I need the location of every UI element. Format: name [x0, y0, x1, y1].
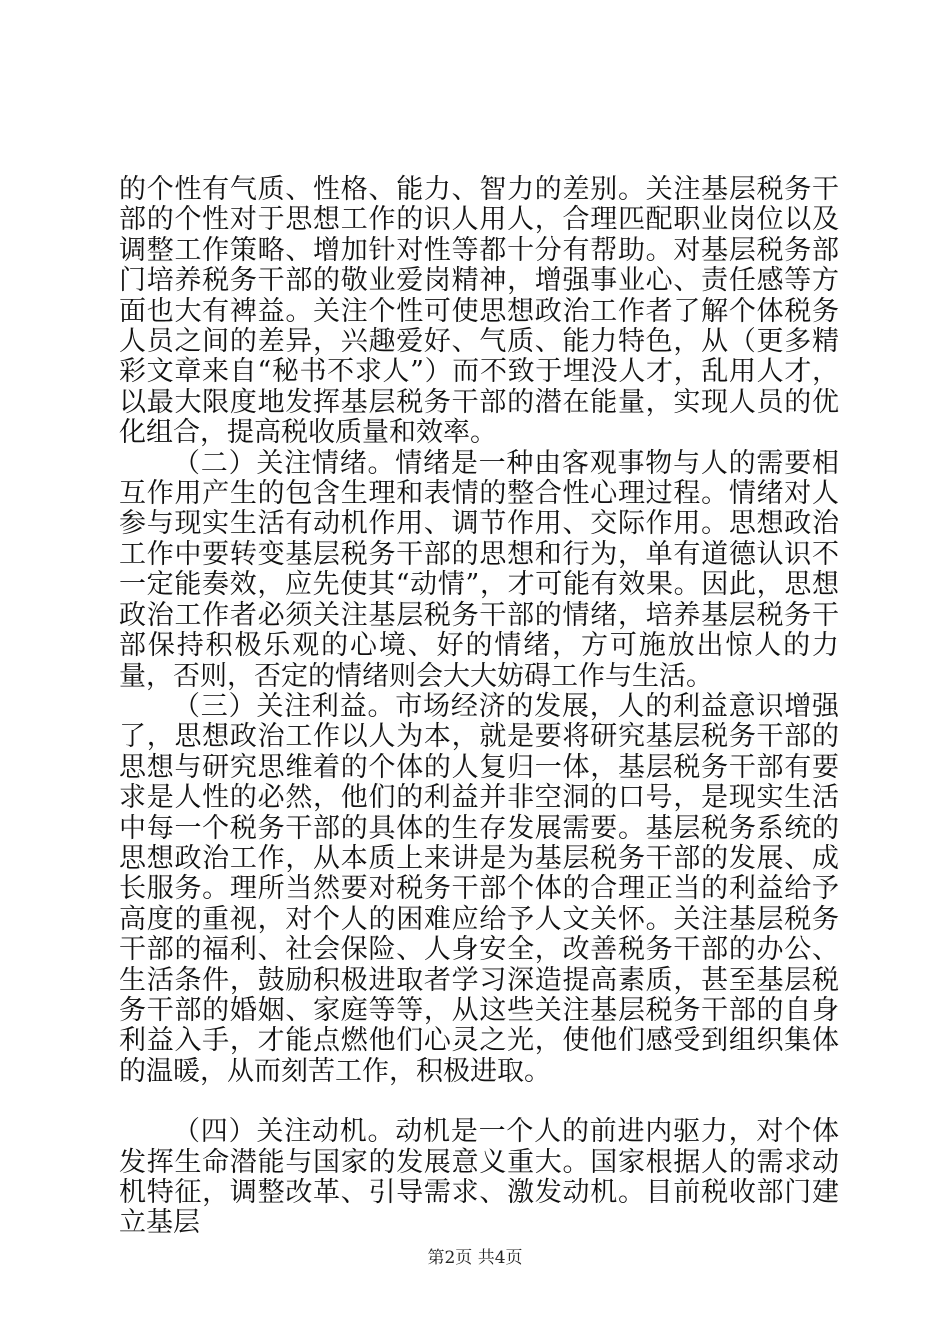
paragraph-personality: 的个性有气质、性格、能力、智力的差别。关注基层税务干部的个性对于思想工作的识人用人，合理匹配职业岗位以及调整工作策略、增加针对性等都十分有帮助。对基层税务部门培养税务干部的敬业爱岗精神，增强事业心、责任感等方面也大有裨益。关注个性可使思想政治工作者了解个体税务人员之间的差异，兴趣爱好、气质、能力特色，从（更多精彩文章来自“秘书不求人”）而不致于埋没人才，乱用人才，以最大限度地发挥基层税务干部的潜在能量，实现人员的优化组合，提高税收质量和效率。: [119, 174, 839, 449]
paragraph-emotion: （二）关注情绪。情绪是一种由客观事物与人的需要相互作用产生的包含生理和表情的整合性心理过程。情绪对人参与现实生活有动机作用、调节作用、交际作用。思想政治工作中要转变基层税务干部的思想和行为，单有道德认识不一定能奏效，应先使其“动情”，才可能有效果。因此，思想政治工作者必须关注基层税务干部的情绪，培养基层税务干部保持积极乐观的心境、好的情绪，方可施放出惊人的力量，否则，否定的情绪则会大大妨碍工作与生活。: [119, 447, 839, 692]
paragraph-interest: （三）关注利益。市场经济的发展，人的利益意识增强了，思想政治工作以人为本，就是要将研究基层税务干部的思想与研究思维着的个体的人复归一体，基层税务干部有要求是人性的必然，他们的利益并非空洞的口号，是现实生活中每一个税务干部的具体的生存发展需要。基层税务系统的思想政治工作，从本质上来讲是为基层税务干部的发展、成长服务。理所当然要对税务干部个体的合理正当的利益给予高度的重视，对个人的困难应给予人文关怀。关注基层税务干部的福利、社会保险、人身安全，改善税务干部的办公、生活条件，鼓励积极进取者学习深造提高素质，甚至基层税务干部的婚姻、家庭等等，从这些关注基层税务干部的自身利益入手，才能点燃他们心灵之光，使他们感受到组织集体的温暖，从而刻苦工作，积极进取。: [119, 690, 839, 1087]
document-body: [119, 175, 839, 1239]
paragraph-motivation: （四）关注动机。动机是一个人的前进内驱力，对个体发挥生命潜能与国家的发展意义重大。国家根据人的需求动机特征，调整改革、引导需求、激发动机。目前税收部门建立基层: [119, 1116, 839, 1239]
page-number-footer: 第2页 共4页: [427, 1248, 523, 1268]
